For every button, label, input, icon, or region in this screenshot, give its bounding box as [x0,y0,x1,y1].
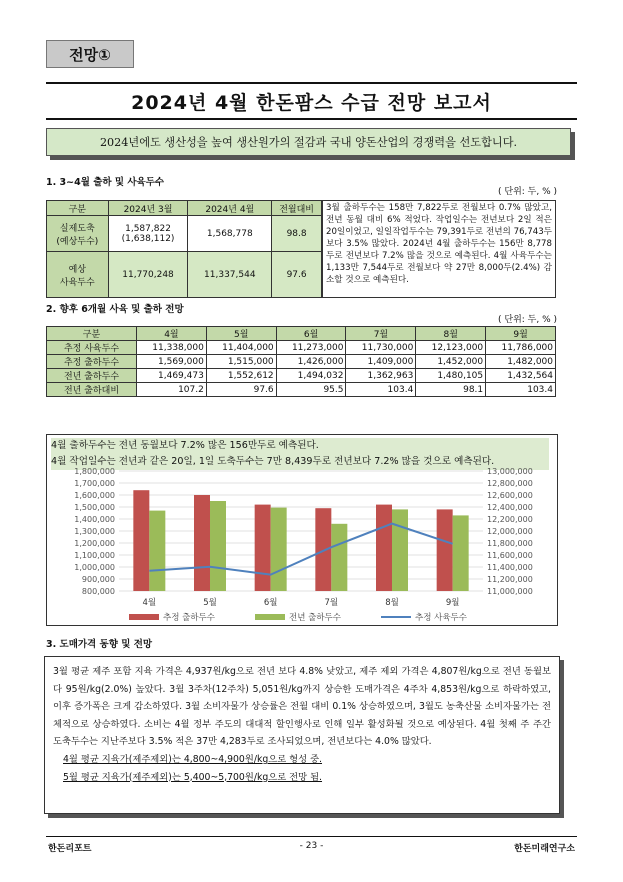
y-tick-label: 1,300,000 [74,527,115,536]
price-body: 3월 평균 제주 포함 지육 가격은 4,937원/kg으로 전년 보다 4.8% 낮았고, 제주 제외 가격은 4,807원/kg으로 전년 동월보다 95원/kg(2.0%) 높았다. 3월 3주차(12주차) 5,051원/kg까지 상승한 도매가격은 4주차 4,853원/kg으로 하락하였고, 이후 증가폭은 크게 감소하였다. 3월 소비자물가 상승률은 전월 대비 0.1% 상승하였으며, 3월도 농축산물 소비자물가는 전체적으로 상승하였다. 소비는 4월 정부 주도의 대대적 할인행사로 인해 일부 활성화될 것으로 예상된다. 4월 첫째 주 주간 도축두수는 지난주보다 3.5% 적은 37만 4,283두로 조사되었으며, 전년보다는 4.0% 많았다. [53,666,551,748]
section3-heading: 3. 도매가격 동향 및 전망 [46,639,153,650]
legend-swatch [255,614,285,620]
footer-page-number: - 23 - [299,841,324,851]
table-row: 추정 사육두수 11,338,000 11,404,000 11,273,000 11,730,000 12,123,000 11,786,000 [47,341,556,355]
monthly-table [46,200,322,298]
footer-left: 한돈리포트 [48,844,92,854]
section-tag: 전망① [46,40,134,68]
legend-label: 전년 출하두수 [289,613,341,623]
y2-tick-label: 11,200,000 [487,575,533,584]
slogan-banner: 2024년에도 생산성을 높여 생산원가의 절감과 국내 양돈산업의 경쟁력을 선도합니다. [46,128,571,156]
x-tick-label: 7월 [324,598,339,608]
y2-tick-label: 11,400,000 [487,563,533,572]
y-tick-label: 1,100,000 [74,551,115,560]
y-tick-label: 900,000 [81,575,115,584]
y2-tick-label: 11,600,000 [487,551,533,560]
y2-tick-label: 12,200,000 [487,515,533,524]
y-tick-label: 1,000,000 [74,563,115,572]
th-mar: 2024년 3월 [108,201,188,216]
th: 7월 [346,327,416,341]
price-line-may: 5월 평균 지육가(제주제외)는 5,400~5,700원/kg으로 전망 됨. [63,771,323,783]
section1-unit: ( 단위: 두, % ) [498,187,557,197]
y-tick-label: 1,700,000 [74,479,115,488]
cell: 97.6 [272,252,322,298]
section1-heading: 1. 3~4월 출하 및 사육두수 [46,177,165,188]
y2-tick-label: 11,000,000 [487,587,533,596]
section2-unit: ( 단위: 두, % ) [498,315,557,325]
section2-heading: 2. 향후 6개월 사육 및 출하 전망 [46,304,184,315]
x-tick-label: 6월 [263,598,278,608]
bar [210,501,226,591]
th: 구분 [47,327,137,341]
price-box [44,656,560,814]
cell: 11,337,544 [188,252,272,298]
row-label: 예상 사육두수 [47,252,109,298]
cell: 11,770,248 [108,252,188,298]
forecast-text: 4월 출하두수는 전년 동월보다 7.2% 많은 156만두로 예측된다. 4월 작업일수는 전년과 같은 20일, 1일 도축두수는 7만 8,439두로 전년보다 7.2% 많을 것으로 예측된다. [51,438,549,470]
x-tick-label: 9월 [445,598,460,608]
bar [392,509,408,591]
page-title: 2024년 4월 한돈팜스 수급 전망 보고서 [131,91,492,114]
bar [149,511,165,591]
bar [133,490,149,591]
table-row: 전년 출하대비 107.2 97.6 95.5 103.4 98.1 103.4 [47,383,556,397]
y-tick-label: 1,800,000 [74,467,115,476]
forecast-table [46,326,556,397]
th: 4월 [137,327,207,341]
th-apr: 2024년 4월 [188,201,272,216]
forecast-chart-box [46,434,558,626]
section1-note: 3월 출하두수는 158만 7,822두로 전월보다 0.7% 많았고, 전년 동월 대비 6% 적었다. 작업일수는 전년보다 2일 적은 20일이었고, 일일작업두수는 79,391두로 전년의 76,743두보다 3.5% 많았다. 2024년 4월 출하두수는 156만 8,778두로 전년보다 7.2% 많을 것으로 예측된다. 4월 사육두수는 1,133만 7,544두로 전월보다 약 27만 8,000두(2.4%) 감소할 것으로 예측된다. [322,200,556,298]
y2-tick-label: 12,400,000 [487,503,533,512]
table-row: 추정 출하두수 1,569,000 1,515,000 1,426,000 1,409,000 1,452,000 1,482,000 [47,355,556,369]
bar [453,515,469,591]
cell: 98.8 [272,216,322,252]
legend-label: 추정 출하두수 [163,613,215,623]
title-rule-bottom [46,118,577,120]
y2-tick-label: 13,000,000 [487,467,533,476]
price-line-april: 4월 평균 지육가(제주제외)는 4,800~4,900원/kg으로 형성 중. [63,753,323,765]
x-tick-label: 5월 [203,598,217,608]
y-tick-label: 1,600,000 [74,491,115,500]
x-tick-label: 8월 [385,598,399,608]
y2-tick-label: 12,000,000 [487,527,533,536]
cell: 1,587,822 (1,638,112) [108,216,188,252]
forecast-chart [47,467,557,625]
bar [255,505,271,591]
th: 9월 [486,327,556,341]
th: 6월 [276,327,346,341]
y2-tick-label: 12,800,000 [487,479,533,488]
footer-right: 한돈미래연구소 [514,844,575,854]
th-category: 구분 [47,201,109,216]
bar [315,508,331,591]
y-tick-label: 1,200,000 [74,539,115,548]
bar [376,505,392,591]
row-label: 실제도축 (예상두수) [47,216,109,252]
footer-rule [46,836,577,837]
y-tick-label: 800,000 [81,587,115,596]
legend-label: 추정 사육두수 [415,613,467,623]
y-tick-label: 1,400,000 [74,515,115,524]
bar [194,495,210,591]
table-row: 전년 출하두수 1,469,473 1,552,612 1,494,032 1,362,963 1,480,105 1,432,564 [47,369,556,383]
x-tick-label: 4월 [142,598,157,608]
th: 5월 [206,327,276,341]
bar [437,509,453,591]
y2-tick-label: 11,800,000 [487,539,533,548]
bar [331,524,347,591]
y-tick-label: 1,500,000 [74,503,115,512]
bar [271,508,287,591]
th: 8월 [416,327,486,341]
th-ratio: 전월대비 [272,201,322,216]
y2-tick-label: 12,600,000 [487,491,533,500]
cell: 1,568,778 [188,216,272,252]
legend-swatch [129,614,159,620]
